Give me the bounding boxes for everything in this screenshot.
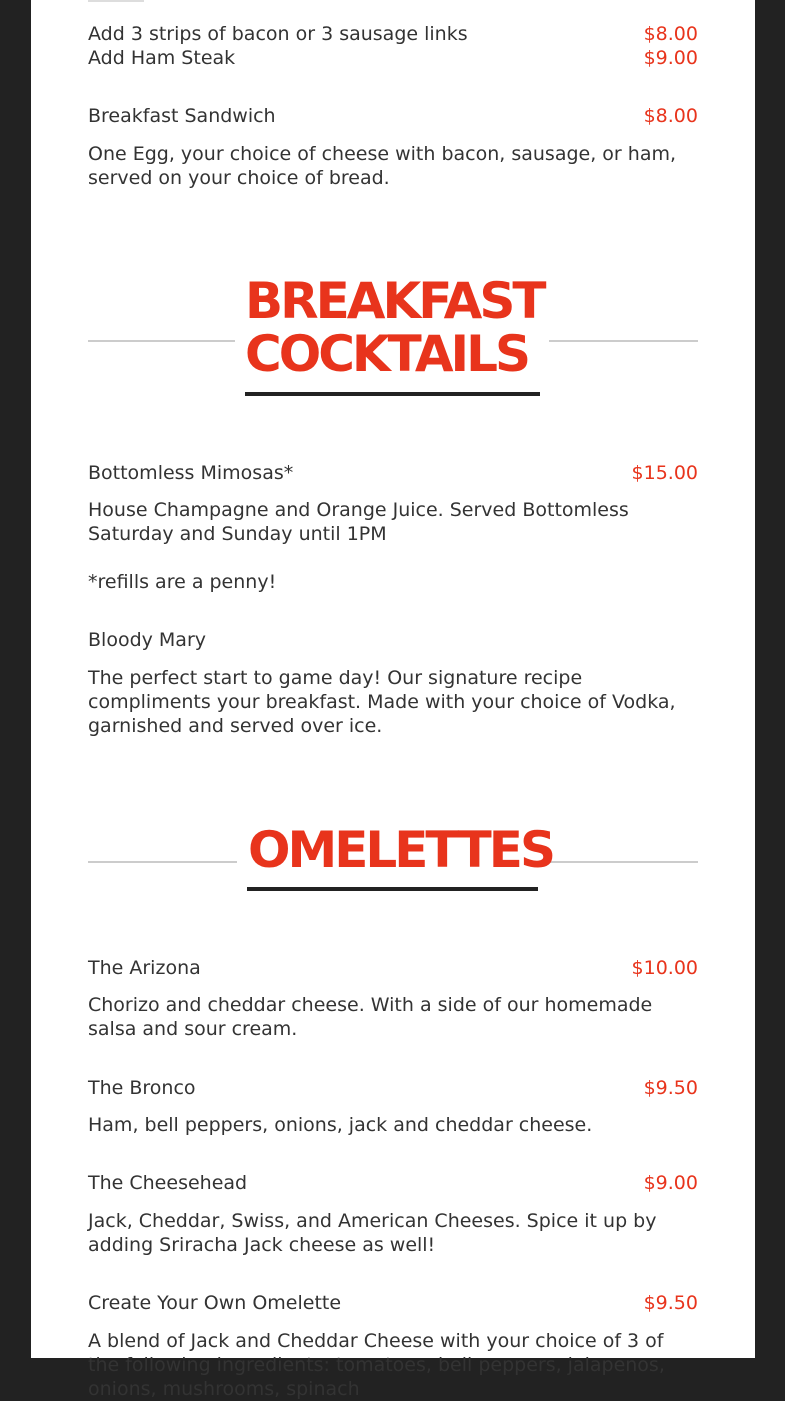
item-price: $9.50 bbox=[643, 1292, 698, 1314]
section-heading-breakfast-cocktails bbox=[88, 270, 698, 400]
menu-page bbox=[31, 0, 755, 1400]
menu-item-bottomless-mimosas bbox=[88, 461, 698, 485]
item-description: Ham, bell peppers, onions, jack and cheddar cheese. bbox=[88, 1114, 593, 1136]
heading-underline bbox=[245, 392, 540, 396]
item-name: Add 3 strips of bacon or 3 sausage links bbox=[88, 23, 468, 45]
menu-item-bloody-mary bbox=[88, 628, 698, 652]
item-description: House Champagne and Orange Juice. Served Bottomless Saturday and Sunday until 1PM bbox=[88, 499, 629, 545]
item-name: Bottomless Mimosas* bbox=[88, 462, 294, 484]
divider bbox=[88, 0, 144, 2]
section-title-line: BREAKFAST bbox=[245, 272, 544, 330]
item-description: Chorizo and cheddar cheese. With a side of our homemade salsa and sour cream. bbox=[88, 994, 653, 1040]
item-name: Bloody Mary bbox=[88, 629, 206, 651]
item-description: One Egg, your choice of cheese with bacon, sausage, or ham, served on your choice of bread. bbox=[88, 143, 677, 189]
heading-rule-right bbox=[549, 340, 698, 342]
menu-item-add-ham-steak bbox=[88, 46, 698, 70]
menu-item-breakfast-sandwich bbox=[88, 104, 698, 128]
menu-item-the-cheesehead bbox=[88, 1171, 698, 1195]
menu-item-the-bronco bbox=[88, 1076, 698, 1100]
item-name: Add Ham Steak bbox=[88, 47, 236, 69]
item-name: Breakfast Sandwich bbox=[88, 105, 276, 127]
item-description: Jack, Cheddar, Swiss, and American Cheeses. Spice it up by adding Sriracha Jack cheese as well! bbox=[88, 1210, 657, 1256]
item-price: $10.00 bbox=[631, 957, 698, 979]
menu-item-the-arizona bbox=[88, 956, 698, 980]
item-name: The Arizona bbox=[88, 957, 201, 979]
heading-rule-left bbox=[88, 340, 235, 342]
section-title: OMELETTES bbox=[248, 821, 553, 879]
item-price: $9.50 bbox=[643, 1077, 698, 1099]
section-heading-omelettes bbox=[88, 820, 698, 895]
item-price: $8.00 bbox=[643, 23, 698, 45]
item-price: $8.00 bbox=[643, 105, 698, 127]
item-description: A blend of Jack and Cheddar Cheese with your choice of 3 of the following ingredients: tomatoes, bell peppers, jalapenos, onions, mushrooms, spinach bbox=[88, 1330, 665, 1400]
heading-rule-right bbox=[547, 861, 698, 863]
menu-item-create-your-own-omelette bbox=[88, 1291, 698, 1315]
section-title-line: COCKTAILS bbox=[245, 325, 529, 383]
item-price: $15.00 bbox=[631, 462, 698, 484]
item-name: The Bronco bbox=[88, 1077, 196, 1099]
heading-rule-left bbox=[88, 861, 237, 863]
heading-underline bbox=[247, 887, 538, 891]
item-description: The perfect start to game day! Our signature recipe compliments your breakfast. Made with your choice of Vodka, garnished and served over ice. bbox=[88, 667, 676, 737]
section-title bbox=[245, 272, 544, 383]
item-price: $9.00 bbox=[643, 1172, 698, 1194]
item-name: The Cheesehead bbox=[88, 1172, 248, 1194]
item-note: *refills are a penny! bbox=[88, 571, 277, 593]
menu-item-add-bacon-sausage bbox=[88, 22, 698, 46]
item-price: $9.00 bbox=[643, 47, 698, 69]
item-name: Create Your Own Omelette bbox=[88, 1292, 342, 1314]
